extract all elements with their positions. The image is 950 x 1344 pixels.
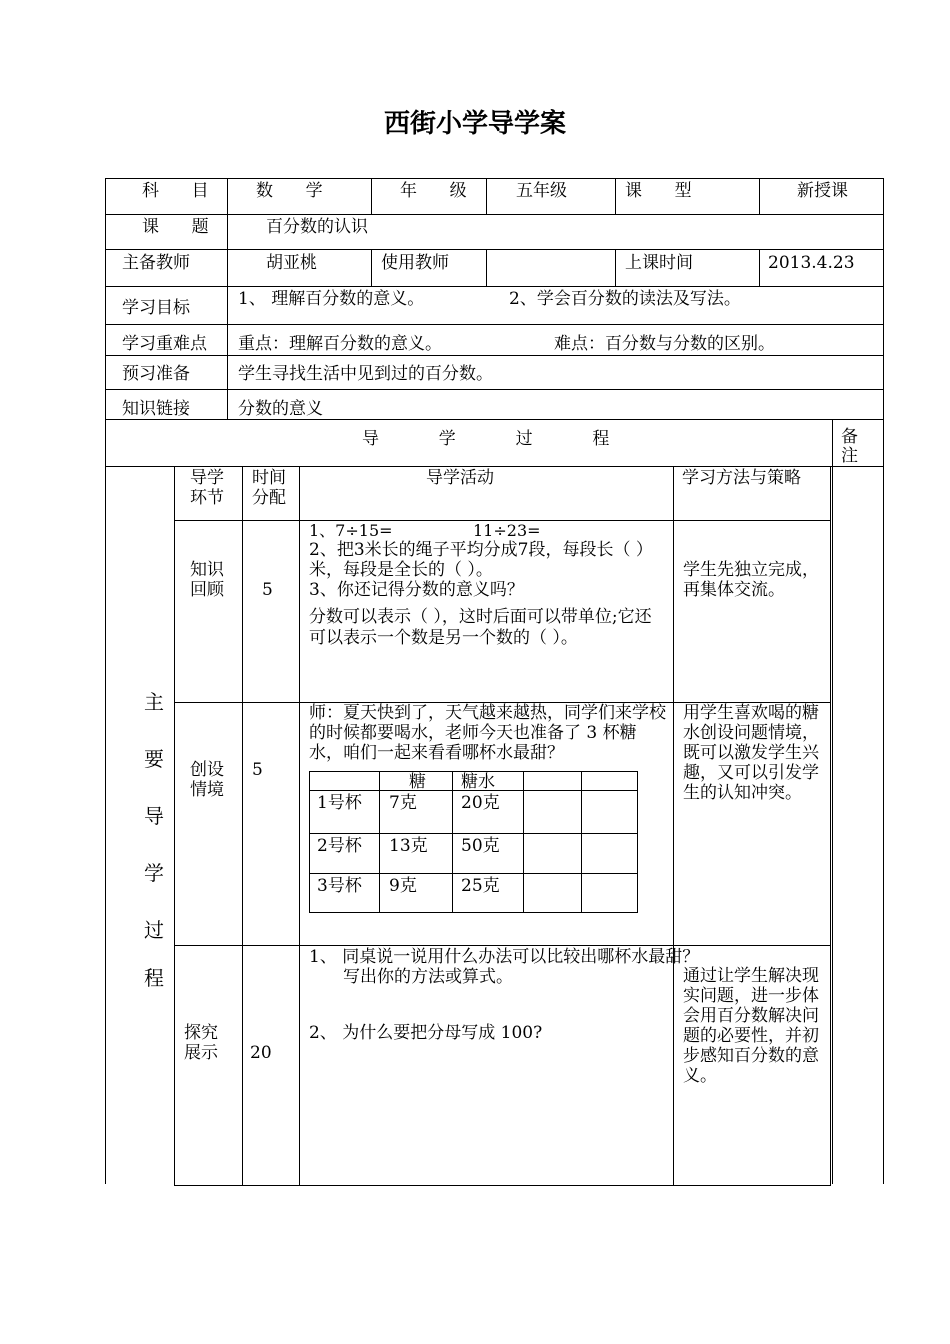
main-label-char: 主 <box>144 690 164 714</box>
table-cell: 13克 <box>389 836 428 856</box>
review-line-1b: 11÷23= <box>473 521 541 540</box>
review-line-2: 2、把3米长的绳子平均分成7段，每段长（ ）米，每段是全长的（ ）。 <box>309 540 653 580</box>
goal-label: 学习目标 <box>122 298 190 318</box>
link-label: 知识链接 <box>122 399 190 419</box>
class-time-label: 上课时间 <box>625 253 693 273</box>
main-label-char: 导 <box>144 804 164 828</box>
table-cell: 50克 <box>461 836 500 856</box>
col-activity-header: 导学活动 <box>426 468 494 488</box>
goal-2: 2、学会百分数的读法及写法。 <box>509 289 741 309</box>
time-scenario: 5 <box>252 760 263 780</box>
stage-scenario: 创设情境 <box>190 760 224 800</box>
review-line-4: 分数可以表示（ ），这时后面可以带单位;它还可以表示一个数是另一个数的（ ）。 <box>309 607 652 648</box>
goal-1: 1、 理解百分数的意义。 <box>238 289 425 309</box>
table-cell: 20克 <box>461 793 500 813</box>
grade-label: 年 级 <box>400 181 481 201</box>
topic-label: 课 题 <box>142 217 223 237</box>
col-time-header: 时间分配 <box>252 468 286 508</box>
class-time-value: 2013.4.23 <box>768 253 855 273</box>
method-review: 学生先独立完成，再集体交流。 <box>683 560 819 600</box>
process-heading: 导 学 过 程 <box>362 429 637 449</box>
link-value: 分数的意义 <box>238 399 323 419</box>
sugar-water-header: 糖水 <box>461 772 495 792</box>
table-cell: 25克 <box>461 876 500 896</box>
table-cell: 3号杯 <box>317 876 362 896</box>
method-explore: 通过让学生解决现实问题，进一步体会用百分数解决问题的必要性，并初步感知百分数的意义。 <box>683 966 819 1086</box>
main-teacher-value: 胡亚桃 <box>266 253 317 273</box>
topic-value: 百分数的认识 <box>266 217 368 237</box>
main-label-char: 要 <box>144 747 164 771</box>
sugar-header: 糖 <box>409 772 426 792</box>
time-explore: 20 <box>250 1043 272 1063</box>
prep-label: 预习准备 <box>122 364 190 384</box>
remark-label: 备注 <box>841 427 858 466</box>
col-method-header: 学习方法与策略 <box>682 468 801 488</box>
review-line-3: 3、你还记得分数的意义吗？ <box>309 580 524 600</box>
method-scenario: 用学生喜欢喝的糖水创设问题情境，既可以激发学生兴趣，又可以引发学生的认知冲突。 <box>683 703 819 803</box>
key-point: 重点：理解百分数的意义。 <box>238 334 442 354</box>
table-cell: 9克 <box>389 876 417 896</box>
type-label: 课 型 <box>625 181 706 201</box>
subject-label: 科 目 <box>142 181 223 201</box>
document-title: 西街小学导学案 <box>383 109 566 139</box>
stage-review: 知识回顾 <box>190 560 224 600</box>
stage-explore: 探究展示 <box>184 1023 218 1063</box>
main-teacher-label: 主备教师 <box>122 253 190 273</box>
col-stage-header: 导学环节 <box>190 468 224 508</box>
review-line-1a: 1、7÷15= <box>309 521 393 540</box>
time-review: 5 <box>262 580 273 600</box>
explore-line-2: 2、 为什么要把分母写成 100? <box>309 1023 543 1043</box>
type-value: 新授课 <box>797 181 848 201</box>
explore-line-1: 1、 同桌说一说用什么办法可以比较出哪杯水最甜？写出你的方法或算式。 <box>309 947 700 987</box>
main-label-char: 程 <box>144 966 164 990</box>
table-cell: 7克 <box>389 793 417 813</box>
table-cell: 1号杯 <box>317 793 362 813</box>
difficult-point: 难点：百分数与分数的区别。 <box>554 334 775 354</box>
prep-value: 学生寻找生活中见到过的百分数。 <box>238 364 493 384</box>
user-teacher-label: 使用教师 <box>381 253 449 273</box>
grade-value: 五年级 <box>516 181 567 201</box>
scenario-text: 师：夏天快到了，天气越来越热，同学们来学校的时候都要喝水，老师今天也准备了 3 杯糖水，咱们一起来看看哪杯水最甜？ <box>309 703 666 763</box>
key-difficult-label: 学习重难点 <box>122 334 207 354</box>
main-label-char: 学 <box>144 861 164 885</box>
main-label-char: 过 <box>144 918 164 942</box>
subject-value: 数 学 <box>256 181 337 201</box>
table-cell: 2号杯 <box>317 836 362 856</box>
